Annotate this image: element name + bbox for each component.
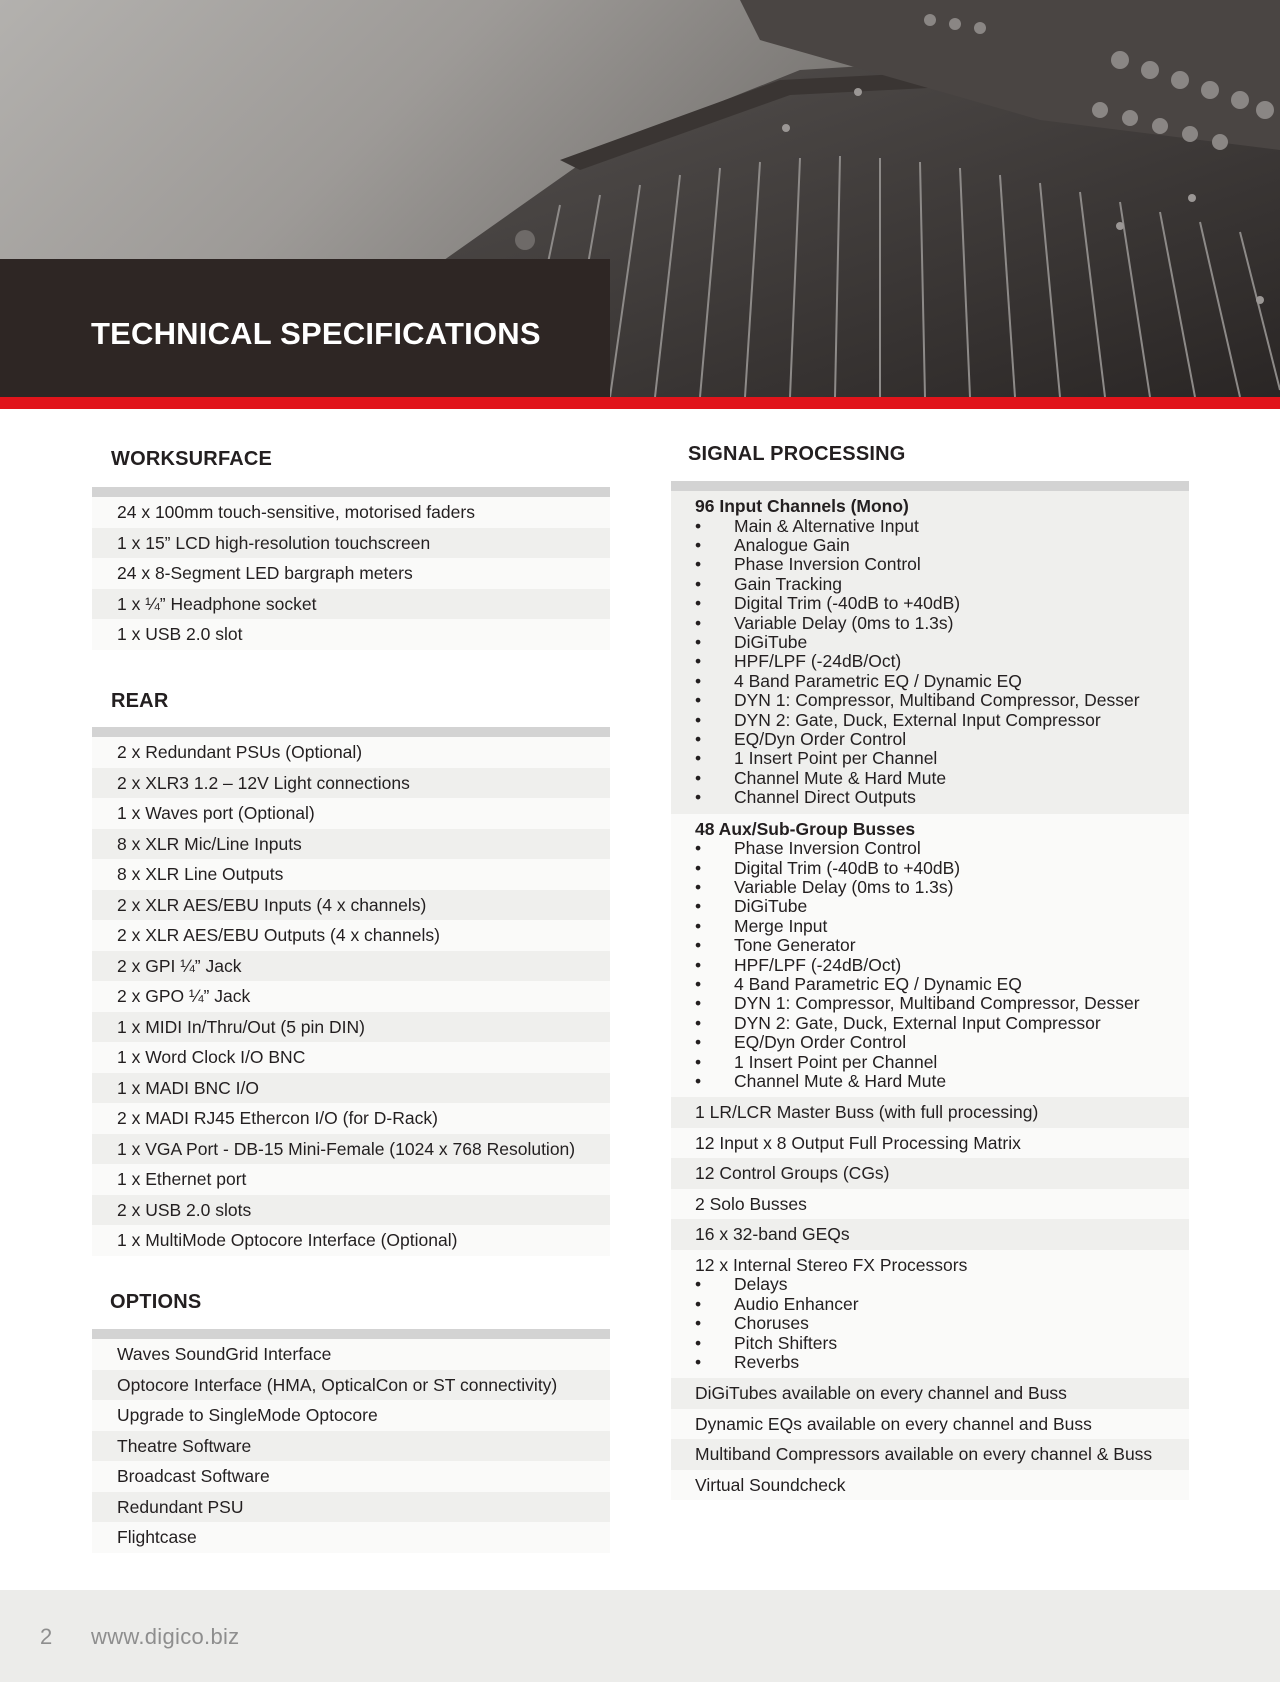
aux-busses-title: 48 Aux/Sub-Group Busses: [695, 818, 916, 839]
footer-url[interactable]: www.digico.biz: [91, 1624, 240, 1649]
list-item: 12 Input x 8 Output Full Processing Matrix: [671, 1128, 1189, 1159]
list-item: 2 x USB 2.0 slots: [92, 1195, 610, 1226]
list-item-label: Channel Mute & Hard Mute: [734, 1070, 947, 1091]
bullet-icon: •: [695, 1051, 702, 1072]
list-item-label: DYN 1: Compressor, Multiband Compressor, Desser: [734, 690, 1140, 711]
signal-processing-table: [671, 481, 1189, 1500]
list-item-label: EQ/Dyn Order Control: [734, 728, 907, 749]
list-item: [695, 672, 1189, 691]
list-item-label: 4 Band Parametric EQ / Dynamic EQ: [734, 973, 1022, 994]
list-item: 2 x XLR3 1.2 – 12V Light connections: [92, 768, 610, 799]
list-item: [695, 517, 1189, 536]
list-item: Dynamic EQs available on every channel and Buss: [671, 1409, 1189, 1440]
table-cap: [671, 481, 1189, 491]
list-item: 1 x Waves port (Optional): [92, 798, 610, 829]
list-item-label: 1 Insert Point per Channel: [734, 1051, 938, 1072]
bullet-icon: •: [695, 670, 702, 691]
list-item: [695, 1314, 1189, 1333]
bullet-icon: •: [695, 709, 702, 730]
list-item-label: Phase Inversion Control: [734, 554, 921, 575]
input-channels-block: [671, 491, 1189, 814]
bullet-icon: •: [695, 1293, 702, 1314]
list-item: [695, 1033, 1189, 1052]
list-item: [695, 788, 1189, 807]
fx-block: [671, 1250, 1189, 1379]
list-item-label: Merge Input: [734, 915, 828, 936]
bullet-icon: •: [695, 554, 702, 575]
worksurface-rows: [92, 497, 610, 650]
signal-processing-heading: SIGNAL PROCESSING: [688, 443, 906, 465]
bullet-icon: •: [695, 1352, 702, 1372]
list-item: [695, 1053, 1189, 1072]
bullet-icon: •: [695, 896, 702, 917]
list-item: [695, 878, 1189, 897]
list-item: [695, 536, 1189, 555]
list-item: 24 x 100mm touch-sensitive, motorised faders: [92, 497, 610, 528]
list-item: 2 x GPO ¼” Jack: [92, 981, 610, 1012]
bullet-icon: •: [695, 993, 702, 1014]
bullet-icon: •: [695, 631, 702, 652]
end-rows: [671, 1378, 1189, 1500]
page-title: TECHNICAL SPECIFICATIONS: [91, 316, 541, 351]
bullet-icon: •: [695, 573, 702, 594]
bullet-icon: •: [695, 1332, 702, 1353]
list-item-label: Phase Inversion Control: [734, 838, 921, 859]
bullet-icon: •: [695, 954, 702, 975]
list-item: 12 Control Groups (CGs): [671, 1158, 1189, 1189]
table-cap: [92, 487, 610, 497]
list-item: 1 LR/LCR Master Buss (with full processing): [671, 1097, 1189, 1128]
list-item: Broadcast Software: [92, 1461, 610, 1492]
list-item-label: Tone Generator: [734, 935, 856, 956]
list-item: 1 x ¼” Headphone socket: [92, 589, 610, 620]
list-item: [695, 1334, 1189, 1353]
list-item: [695, 575, 1189, 594]
rear-table: [92, 727, 610, 1256]
options-table: [92, 1329, 610, 1553]
bullet-icon: •: [695, 534, 702, 555]
list-item-label: Channel Mute & Hard Mute: [734, 767, 947, 788]
list-item-label: Pitch Shifters: [734, 1332, 838, 1353]
list-item: Flightcase: [92, 1522, 610, 1553]
bullet-icon: •: [695, 973, 702, 994]
bullet-icon: •: [695, 876, 702, 897]
bullet-icon: •: [695, 1274, 702, 1295]
bullet-icon: •: [695, 1070, 702, 1091]
list-item-label: Choruses: [734, 1313, 809, 1334]
mid-rows: [671, 1097, 1189, 1250]
bullet-icon: •: [695, 748, 702, 769]
list-item-label: 4 Band Parametric EQ / Dynamic EQ: [734, 670, 1022, 691]
list-item: [695, 691, 1189, 710]
list-item-label: Audio Enhancer: [734, 1293, 859, 1314]
list-item: Optocore Interface (HMA, OpticalCon or ST connectivity): [92, 1370, 610, 1401]
list-item: [695, 956, 1189, 975]
list-item: [695, 859, 1189, 878]
list-item: [695, 897, 1189, 916]
list-item-label: HPF/LPF (-24dB/Oct): [734, 954, 902, 975]
input-channels-title: 96 Input Channels (Mono): [695, 496, 909, 516]
list-item: [695, 975, 1189, 994]
list-item-label: Digital Trim (-40dB to +40dB): [734, 857, 961, 878]
input-channels-list: [695, 517, 1189, 808]
rear-rows: [92, 737, 610, 1256]
fx-title: 12 x Internal Stereo FX Processors: [695, 1254, 968, 1275]
list-item-label: Digital Trim (-40dB to +40dB): [734, 593, 961, 614]
bullet-icon: •: [695, 612, 702, 633]
page-number: 2: [40, 1624, 53, 1649]
bullet-icon: •: [695, 1313, 702, 1334]
list-item-label: DiGiTube: [734, 631, 808, 652]
list-item: [695, 711, 1189, 730]
list-item-label: Variable Delay (0ms to 1.3s): [734, 876, 954, 897]
list-item: [695, 769, 1189, 788]
rear-heading: REAR: [111, 690, 169, 712]
list-item: Waves SoundGrid Interface: [92, 1339, 610, 1370]
worksurface-heading: WORKSURFACE: [111, 448, 273, 470]
bullet-icon: •: [695, 690, 702, 711]
list-item: 24 x 8-Segment LED bargraph meters: [92, 558, 610, 589]
list-item: [695, 730, 1189, 749]
red-divider-bar: [0, 397, 1280, 409]
aux-busses-list: [695, 839, 1189, 1091]
list-item: [695, 1275, 1189, 1294]
title-box: [0, 259, 610, 397]
list-item: [695, 839, 1189, 858]
list-item: 16 x 32-band GEQs: [671, 1219, 1189, 1250]
bullet-icon: •: [695, 915, 702, 936]
list-item: DiGiTubes available on every channel and Buss: [671, 1378, 1189, 1409]
list-item: 2 x XLR AES/EBU Outputs (4 x channels): [92, 920, 610, 951]
list-item-label: DYN 2: Gate, Duck, External Input Compressor: [734, 709, 1101, 730]
list-item: [695, 1353, 1189, 1372]
bullet-icon: •: [695, 728, 702, 749]
bullet-icon: •: [695, 1032, 702, 1053]
list-item: 1 x MIDI In/Thru/Out (5 pin DIN): [92, 1012, 610, 1043]
list-item-label: EQ/Dyn Order Control: [734, 1032, 907, 1053]
list-item: [695, 936, 1189, 955]
options-heading: OPTIONS: [110, 1291, 202, 1313]
bullet-icon: •: [695, 651, 702, 672]
list-item: 2 Solo Busses: [671, 1189, 1189, 1220]
list-item: 1 x VGA Port - DB-15 Mini-Female (1024 x 768 Resolution): [92, 1134, 610, 1165]
list-item: [695, 614, 1189, 633]
aux-busses-block: [671, 814, 1189, 1098]
list-item: 2 x XLR AES/EBU Inputs (4 x channels): [92, 890, 610, 921]
bullet-icon: •: [695, 593, 702, 614]
list-item: Upgrade to SingleMode Optocore: [92, 1400, 610, 1431]
bullet-icon: •: [695, 935, 702, 956]
bullet-icon: •: [695, 787, 702, 808]
list-item-label: Variable Delay (0ms to 1.3s): [734, 612, 954, 633]
list-item-label: HPF/LPF (-24dB/Oct): [734, 651, 902, 672]
list-item: Redundant PSU: [92, 1492, 610, 1523]
list-item-label: Channel Direct Outputs: [734, 787, 916, 808]
options-rows: [92, 1339, 610, 1553]
list-item-label: 1 Insert Point per Channel: [734, 748, 938, 769]
bullet-icon: •: [695, 857, 702, 878]
bullet-icon: •: [695, 838, 702, 859]
list-item: 1 x 15” LCD high-resolution touchscreen: [92, 528, 610, 559]
list-item: [695, 917, 1189, 936]
list-item: 1 x Ethernet port: [92, 1164, 610, 1195]
list-item-label: DYN 1: Compressor, Multiband Compressor, Desser: [734, 993, 1140, 1014]
list-item: [695, 749, 1189, 768]
list-item: 2 x GPI ¼” Jack: [92, 951, 610, 982]
bullet-icon: •: [695, 1012, 702, 1033]
bullet-icon: •: [695, 767, 702, 788]
list-item: [695, 1072, 1189, 1091]
list-item: Multiband Compressors available on every channel & Buss: [671, 1439, 1189, 1470]
list-item: 1 x Word Clock I/O BNC: [92, 1042, 610, 1073]
list-item: [695, 555, 1189, 574]
list-item-label: DiGiTube: [734, 896, 808, 917]
list-item-label: Analogue Gain: [734, 534, 850, 555]
list-item: [695, 1014, 1189, 1033]
list-item-label: Main & Alternative Input: [734, 515, 919, 536]
list-item: [695, 633, 1189, 652]
list-item: [695, 594, 1189, 613]
list-item-label: DYN 2: Gate, Duck, External Input Compressor: [734, 1012, 1101, 1033]
list-item: 1 x MultiMode Optocore Interface (Optional): [92, 1225, 610, 1256]
bullet-icon: •: [695, 515, 702, 536]
worksurface-table: [92, 487, 610, 650]
table-cap: [92, 727, 610, 737]
table-cap: [92, 1329, 610, 1339]
list-item-label: Reverbs: [734, 1352, 800, 1372]
list-item: Virtual Soundcheck: [671, 1470, 1189, 1501]
list-item: 1 x MADI BNC I/O: [92, 1073, 610, 1104]
list-item: [695, 994, 1189, 1013]
footer: [0, 1590, 1280, 1682]
list-item: [695, 652, 1189, 671]
list-item: 8 x XLR Mic/Line Inputs: [92, 829, 610, 860]
list-item-label: Delays: [734, 1274, 788, 1295]
fx-list: [695, 1275, 1189, 1372]
list-item: 2 x MADI RJ45 Ethercon I/O (for D-Rack): [92, 1103, 610, 1134]
list-item: 1 x USB 2.0 slot: [92, 619, 610, 650]
list-item: 2 x Redundant PSUs (Optional): [92, 737, 610, 768]
list-item-label: Gain Tracking: [734, 573, 842, 594]
list-item: Theatre Software: [92, 1431, 610, 1462]
list-item: [695, 1295, 1189, 1314]
list-item: 8 x XLR Line Outputs: [92, 859, 610, 890]
